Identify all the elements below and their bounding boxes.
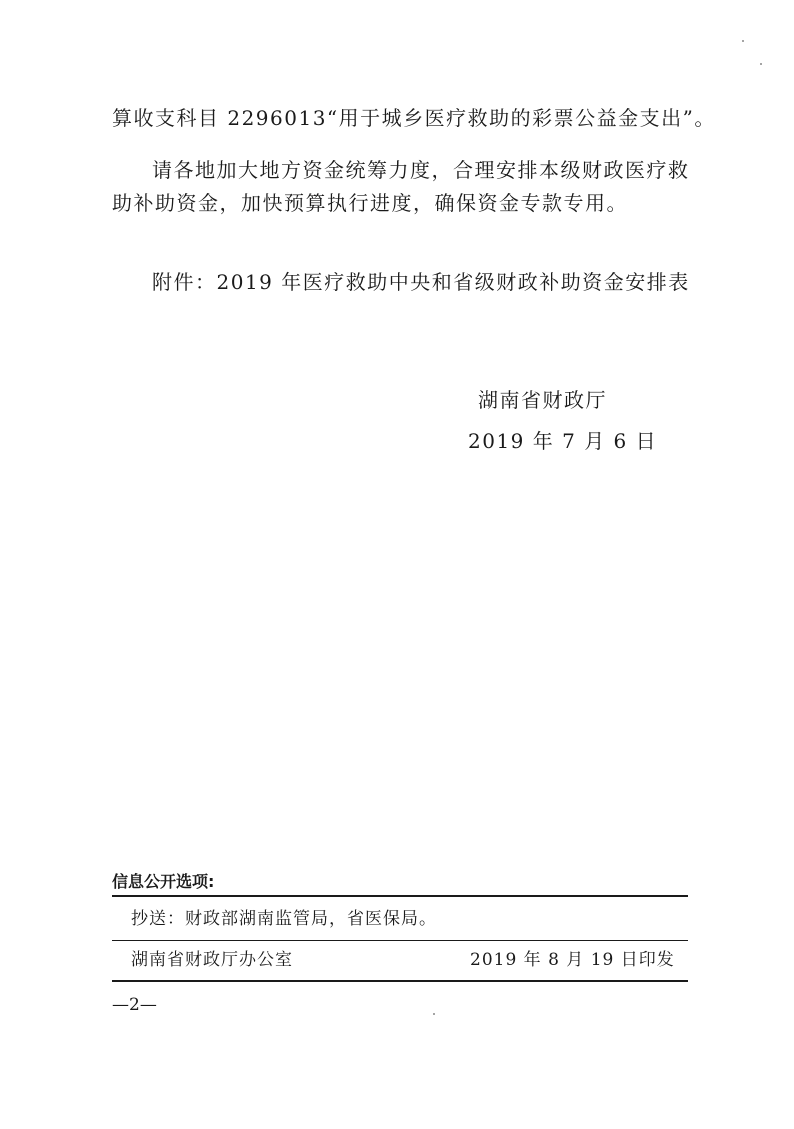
footer-rule-bottom — [112, 980, 688, 982]
footer-rule-middle — [112, 940, 688, 941]
footer-rule-top — [112, 895, 688, 897]
signature-org: 湖南省财政厅 — [478, 388, 607, 412]
cc-line: 抄送：财政部湖南监管局，省医保局。 — [131, 909, 437, 929]
body-text-line: 算收支科目 2296013“用于城乡医疗救助的彩票公益金支出”。 — [112, 106, 716, 130]
body-text-line: 助补助资金，加快预算执行进度，确保资金专款专用。 — [112, 191, 628, 215]
scan-speck — [433, 1013, 435, 1015]
page-number: —2— — [112, 995, 157, 1015]
body-text-line: 请各地加大地方资金统筹力度，合理安排本级财政医疗救 — [152, 158, 690, 182]
attachment-line: 附件：2019 年医疗救助中央和省级财政补助资金安排表 — [152, 270, 690, 294]
scan-speck — [760, 63, 762, 65]
signature-date: 2019 年 7 月 6 日 — [468, 429, 658, 453]
issuing-office: 湖南省财政厅办公室 — [131, 950, 293, 970]
scan-speck — [742, 40, 744, 42]
print-date: 2019 年 8 月 19 日印发 — [470, 950, 675, 970]
disclosure-label: 信息公开选项: — [112, 872, 215, 891]
